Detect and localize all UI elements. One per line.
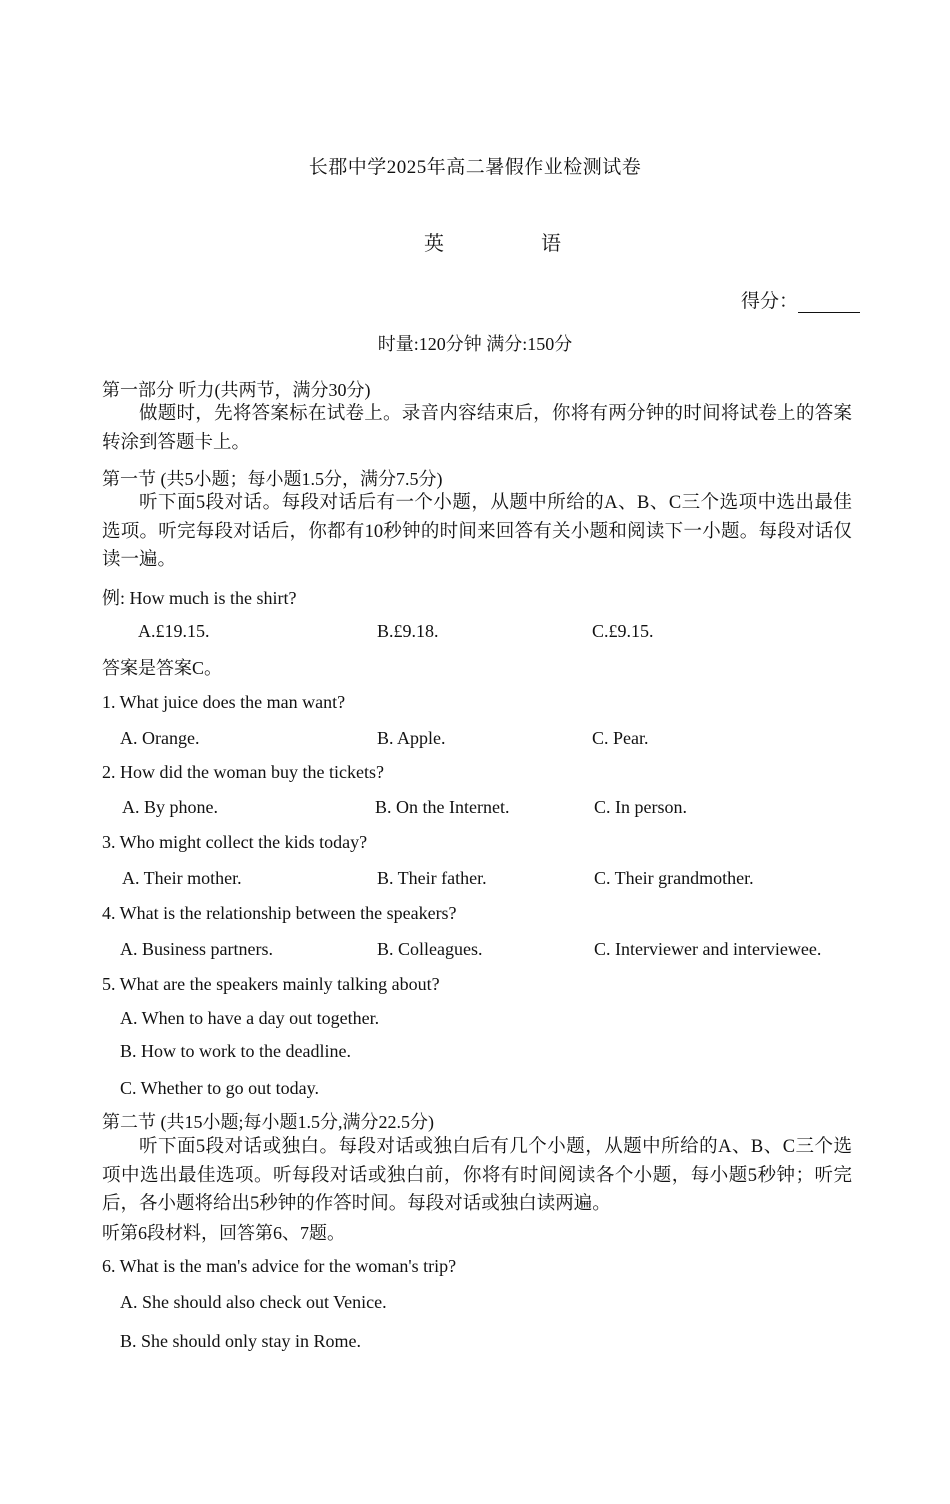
question-3: 3. Who might collect the kids today? xyxy=(102,832,368,852)
q6-option-b: B. She should only stay in Rome. xyxy=(120,1331,362,1351)
q4-option-a: A. Business partners. xyxy=(120,939,273,959)
example-question: 例: How much is the shirt? xyxy=(102,588,297,608)
example-option-b: B.£9.18. xyxy=(377,621,439,641)
part1-instruction: 做题时，先将答案标在试卷上。录音内容结束后，你将有两分钟的时间将试卷上的答案转涂到答题卡上。 xyxy=(102,404,852,453)
section1-instruction: 听下面5段对话。每段对话后有一个小题，从题中所给的A、B、C三个选项中选出最佳选项。听完每段对话后，你都有10秒钟的时间来回答有关小题和阅读下一小题。每段对话仅读一遍。 xyxy=(102,493,852,570)
section2-heading: 第二节 (共15小题;每小题1.5分,满分22.5分) xyxy=(102,1112,434,1132)
part1-heading: 第一部分 听力(共两节，满分30分) xyxy=(102,380,371,400)
q2-option-a: A. By phone. xyxy=(122,797,218,817)
q5-option-c: C. Whether to go out today. xyxy=(120,1078,319,1098)
example-option-c: C.£9.15. xyxy=(592,621,654,641)
example-option-a: A.£19.15. xyxy=(138,621,210,641)
score-blank xyxy=(798,294,860,313)
section1-heading: 第一节 (共5小题；每小题1.5分，满分7.5分) xyxy=(102,469,443,489)
material-6-label: 听第6段材料，回答第6、7题。 xyxy=(102,1223,345,1243)
q1-option-c: C. Pear. xyxy=(592,728,649,748)
example-answer: 答案是答案C。 xyxy=(102,658,223,678)
score-label: 得分： xyxy=(741,291,799,312)
q2-option-c: C. In person. xyxy=(594,797,687,817)
q4-option-b: B. Colleagues. xyxy=(377,939,483,959)
q3-option-b: B. Their father. xyxy=(377,868,487,888)
question-6: 6. What is the man's advice for the woman's trip? xyxy=(102,1256,457,1276)
subject-char-1: 英 xyxy=(424,233,444,255)
q5-option-a: A. When to have a day out together. xyxy=(120,1008,380,1028)
q3-option-a: A. Their mother. xyxy=(122,868,242,888)
q4-option-c: C. Interviewer and interviewee. xyxy=(594,939,822,959)
q1-option-a: A. Orange. xyxy=(120,728,200,748)
question-1: 1. What juice does the man want? xyxy=(102,692,346,712)
q1-option-b: B. Apple. xyxy=(377,728,446,748)
q3-option-c: C. Their grandmother. xyxy=(594,868,754,888)
q6-option-a: A. She should also check out Venice. xyxy=(120,1292,387,1312)
score-field xyxy=(741,286,860,313)
q2-option-b: B. On the Internet. xyxy=(375,797,510,817)
question-2: 2. How did the woman buy the tickets? xyxy=(102,762,384,782)
exam-title: 长郡中学2025年高二暑假作业检测试卷 xyxy=(308,157,642,178)
question-5: 5. What are the speakers mainly talking about? xyxy=(102,974,440,994)
section2-instruction: 听下面5段对话或独白。每段对话或独白后有几个小题，从题中所给的A、B、C三个选项中选出最佳选项。听每段对话或独白前，你将有时间阅读各个小题，每小题5秒钟；听完后，各小题将给出5秒钟的作答时间。每段对话或独白读两遍。 xyxy=(102,1137,852,1214)
question-4: 4. What is the relationship between the speakers? xyxy=(102,903,457,923)
q5-option-b: B. How to work to the deadline. xyxy=(120,1041,351,1061)
subject-char-2: 语 xyxy=(541,233,561,255)
time-info: 时量:120分钟 满分:150分 xyxy=(377,334,573,354)
